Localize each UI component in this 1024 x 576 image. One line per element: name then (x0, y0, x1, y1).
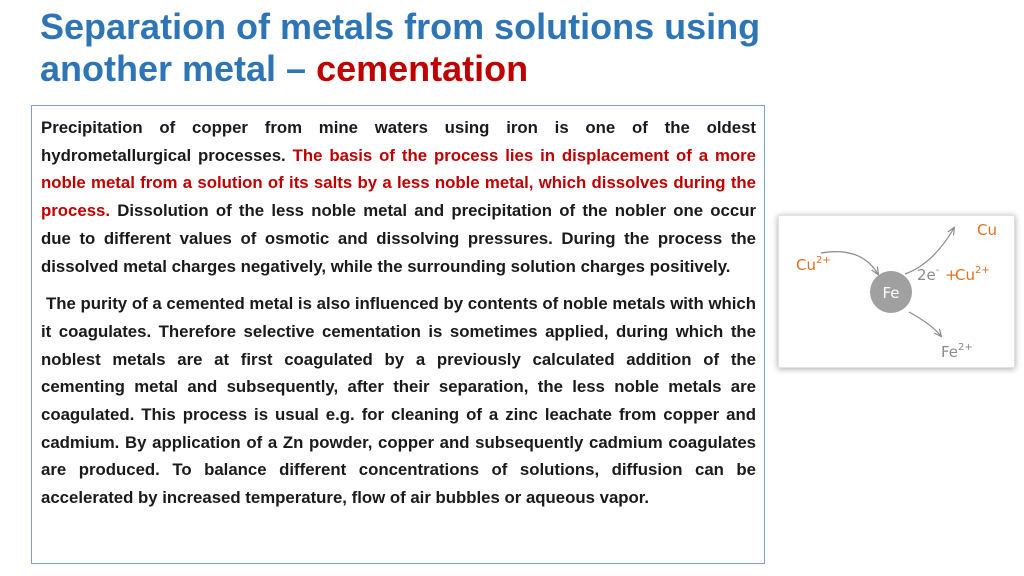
paragraph-1-intro: Precipitation of copper from mine waters using iron is one of the oldest hydrometallurgical processes. (41, 118, 756, 165)
cu-ion-label: $Cu^{2+}$ (796, 255, 831, 274)
paragraph-2: The purity of a cemented metal is also influenced by contents of noble metals with which it coagulates. Therefore selective cementation is sometimes applied, during which the noblest metals are at first coagulated by a previously calculated addition of the cementing metal and subsequently, after their separation, the less noble metals are coagulated. This process is usual e.g. for cleaning of a zinc leachate from copper and cadmium. By application of a Zn powder, copper and subsequently cadmium coagulates are produced. To balance different concentrations of solutions, diffusion can be accelerated by increased temperature, flow of air bubbles or aqueous vapor. (41, 294, 756, 508)
cementation-diagram-svg (779, 216, 1014, 367)
electrons-label: 2e- (917, 265, 940, 284)
arrow-to-fe-ion (909, 312, 941, 336)
fe-ion-label: $Fe^{2+}$ (941, 342, 973, 361)
slide-title (40, 6, 840, 90)
paragraph-1-highlight: The basis of the process lies in displacement of a more noble metal from a solution of its salts by a less noble metal, which dissolves during the process. (41, 145, 757, 221)
paragraph-1 (41, 114, 756, 280)
cu-metal-label: Cu (977, 221, 997, 239)
cu-ion-right-label: $Cu^{2+}$ (955, 265, 990, 284)
text-box (31, 105, 765, 564)
paragraph-1-rest: Dissolution of the less noble metal and precipitation of the nobler one occur due to different values of osmotic and dissolving pressures. During the process the dissolved metal charges negatively, while the surrounding solution charges positively. (41, 201, 756, 276)
title-main: Separation of metals from solutions using another metal – (40, 6, 761, 89)
fe-particle-label: Fe (882, 284, 900, 302)
cementation-diagram (778, 215, 1015, 368)
title-accent: cementation (316, 48, 529, 89)
plus-sign: + (945, 266, 958, 284)
